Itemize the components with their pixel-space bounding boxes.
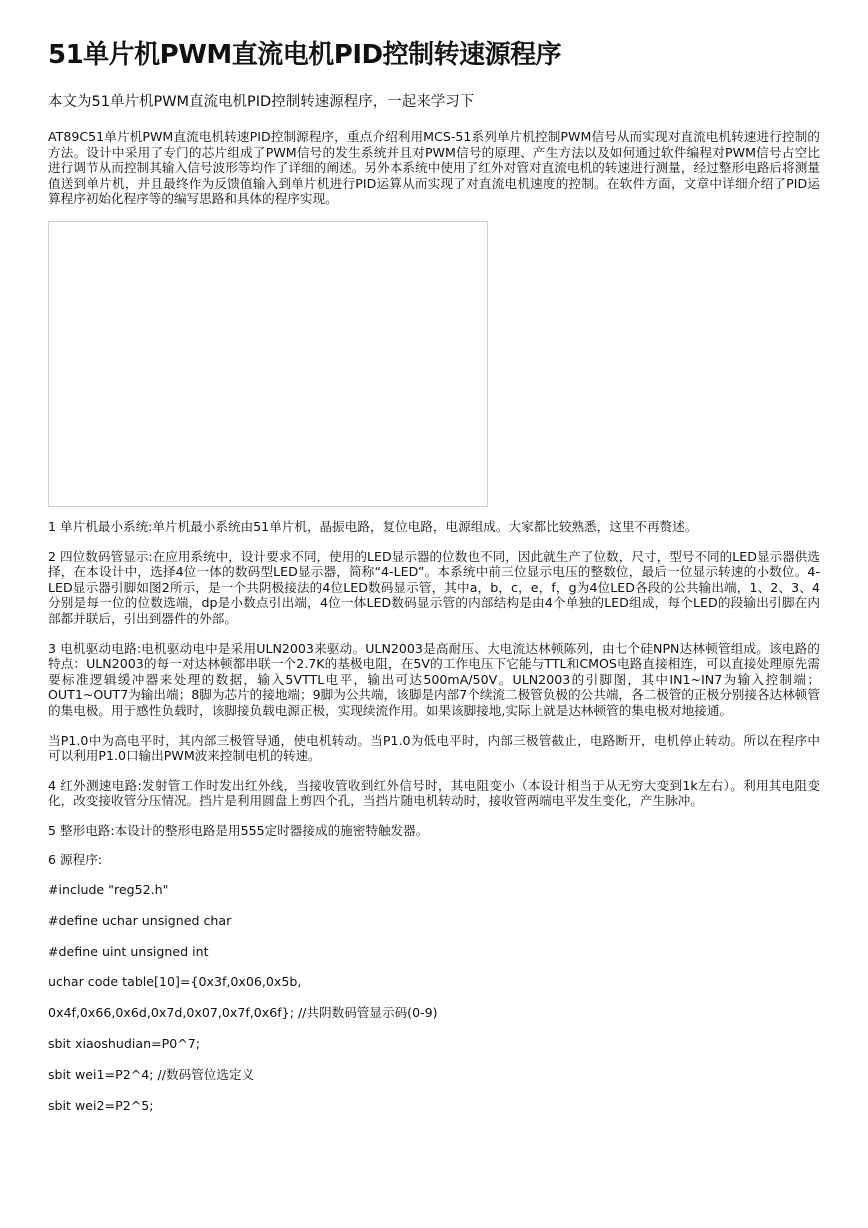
code-line: 0x4f,0x66,0x6d,0x7d,0x07,0x7f,0x6f}; //共阴数码管显示码(0-9) xyxy=(48,1005,438,1021)
figure-placeholder xyxy=(48,221,488,507)
section-shaping-circuit: 5 整形电路:本设计的整形电路是用555定时器接成的施密特触发器。 xyxy=(48,822,429,838)
article-title: 51单片机PWM直流电机PID控制转速源程序 xyxy=(48,40,562,70)
section-led-display: 2 四位数码管显示:在应用系统中，设计要求不同，使用的LED显示器的位数也不同，因此就生产了位数，尺寸，型号不同的LED显示器供选择，在本设计中，选择4位一体的数码型LED显示器，简称“4-LED”。本系统中前三位显示电压的整数位，最后一位显示转速的小数位。4-LED显示器引脚如图2所示，是一个共阴极接法的4位LED数码显示管，其中a，b，c，e，f，g为4位LED各段的公共输出端，1、2、3、4分别是每一位的位数选端，dp是小数点引出端，4位一体LED数码显示管的内部结构是由4个单独的LED组成，每个LED的段输出引脚在内部都并联后，引出到器件的外部。 xyxy=(48,548,820,626)
code-line: #define uint unsigned int xyxy=(48,943,209,959)
code-listing xyxy=(48,882,820,1113)
code-line: sbit wei1=P2^4; //数码管位选定义 xyxy=(48,1066,255,1082)
section-minimum-system: 1 单片机最小系统:单片机最小系统由51单片机，晶振电路，复位电路，电源组成。大家都比较熟悉，这里不再赘述。 xyxy=(48,518,698,534)
code-line: uchar code table[10]={0x3f,0x06,0x5b, xyxy=(48,974,302,990)
intro-paragraph: AT89C51单片机PWM直流电机转速PID控制源程序，重点介绍利用MCS-51系列单片机控制PWM信号从而实现对直流电机转速进行控制的方法。设计中采用了专门的芯片组成了PWM信号的发生系统并且对PWM信号的原理、产生方法以及如何通过软件编程对PWM信号占空比进行调节从而控制其输入信号波形等均作了详细的阐述。另外本系统中使用了红外对管对直流电机的转速进行测量，经过整形电路后将测量值送到单片机，并且最终作为反馈值输入到单片机进行PID运算从而实现了对直流电机速度的控制。在软件方面，文章中详细介绍了PID运算程序初始化程序等的编写思路和具体的程序实现。 xyxy=(48,129,820,207)
code-line: sbit xiaoshudian=P0^7; xyxy=(48,1035,201,1051)
document-page xyxy=(48,38,820,1128)
article-subtitle: 本文为51单片机PWM直流电机PID控制转速源程序，一起来学习下 xyxy=(48,94,475,110)
code-line: #define uchar unsigned char xyxy=(48,912,232,928)
section-p10-control: 当P1.0中为高电平时，其内部三极管导通，使电机转动。当P1.0为低电平时，内部三极管截止，电路断开，电机停止转动。所以在程序中可以利用P1.0口输出PWM波来控制电机的转速。 xyxy=(48,732,820,764)
code-line: sbit wei2=P2^5; xyxy=(48,1097,154,1113)
section-source-program: 6 源程序: xyxy=(48,852,103,868)
section-infrared-speed: 4 红外测速电路:发射管工作时发出红外线，当接收管收到红外信号时，其电阻变小（本设计相当于从无穷大变到1k左右）。利用其电阻变化，改变接收管分压情况。挡片是利用圆盘上剪四个孔，当挡片随电机转动时，接收管两端电平发生变化，产生脉冲。 xyxy=(48,777,820,809)
section-motor-driver: 3 电机驱动电路:电机驱动电中是采用ULN2003来驱动。ULN2003是高耐压、大电流达林顿陈列，由七个硅NPN达林顿管组成。该电路的特点：ULN2003的每一对达林顿都串联一个2.7K的基极电阻，在5V的工作电压下它能与TTL和CMOS电路直接相连，可以直接处理原先需要标准逻辑缓冲器来处理的数据，输入5VTTL电平，输出可达500mA/50V。ULN2003的引脚图，其中IN1~IN7为输入控制端；OUT1~OUT7为输出端；8脚为芯片的接地端；9脚为公共端，该脚是内部7个续流二极管负极的公共端，各二极管的正极分别接各达林顿管的集电极。用于感性负载时，该脚接负载电源正极，实现续流作用。如果该脚接地,实际上就是达林顿管的集电极对地接通。 xyxy=(48,640,820,718)
code-line: #include "reg52.h" xyxy=(48,882,169,898)
